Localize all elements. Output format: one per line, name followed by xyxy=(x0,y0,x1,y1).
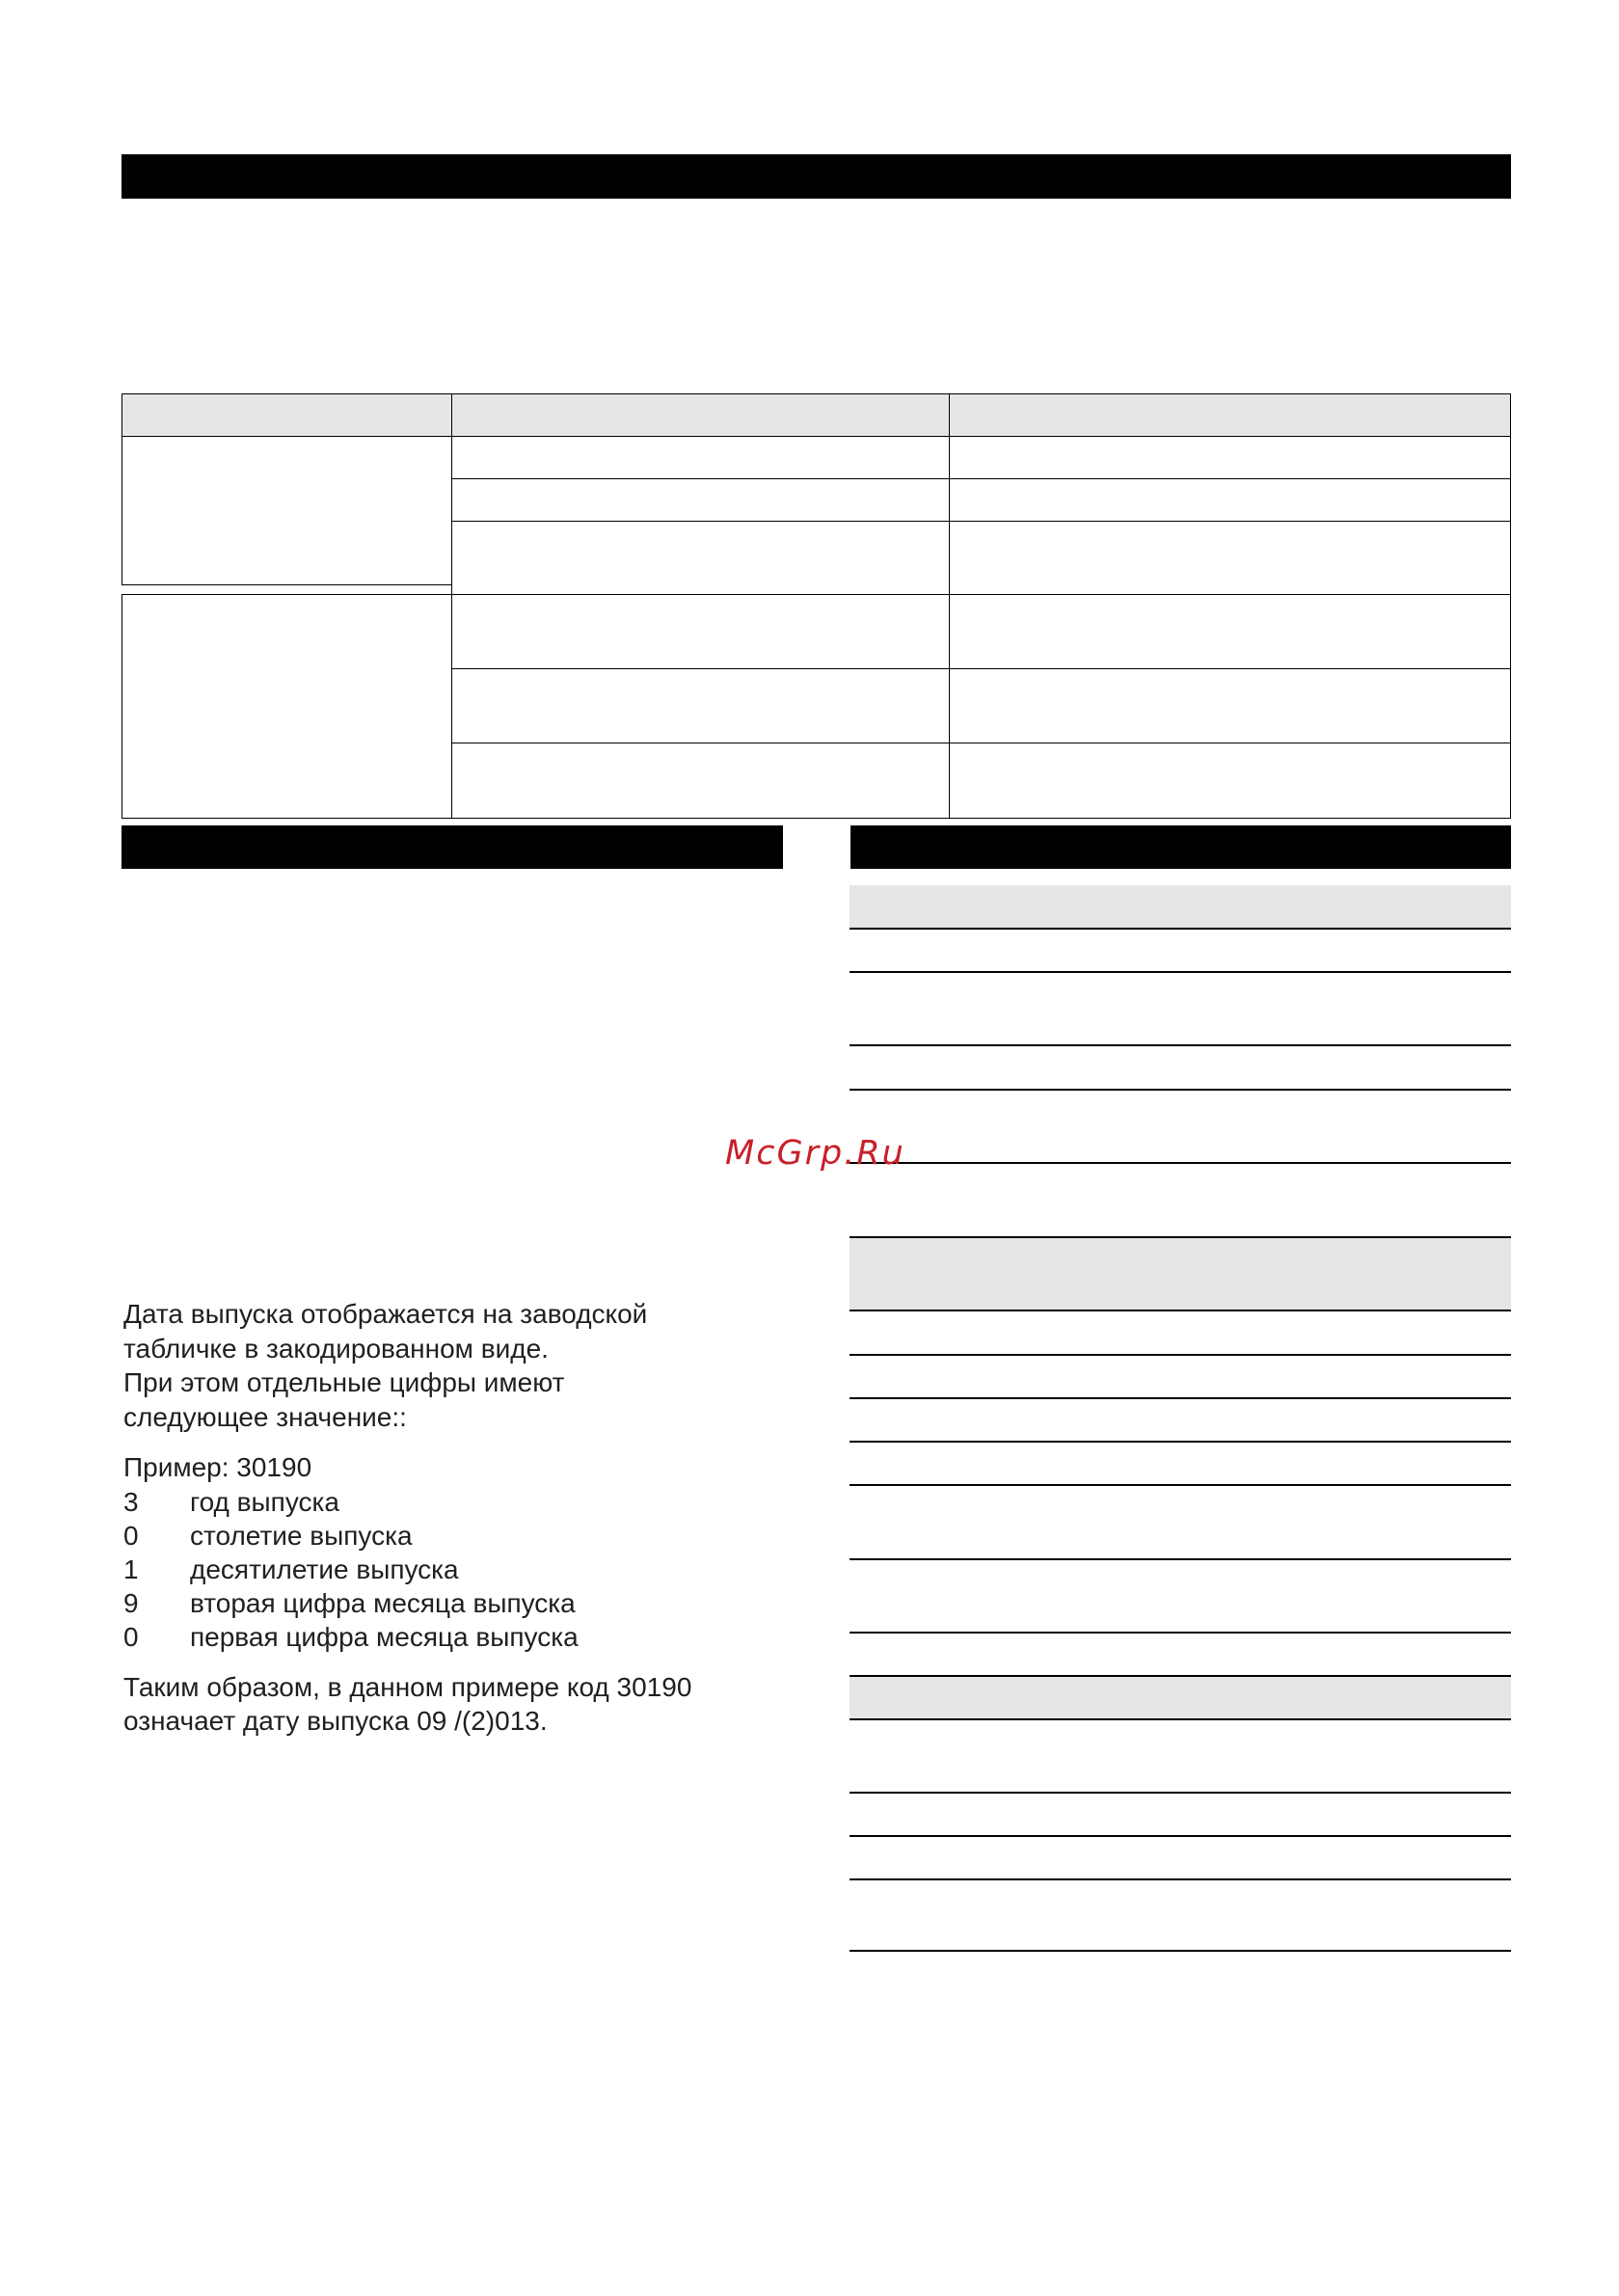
table-cell xyxy=(451,668,950,743)
code-digit: 0 xyxy=(123,1621,139,1652)
code-row xyxy=(123,1620,779,1654)
table-rule xyxy=(850,1835,1511,1837)
specs-section-header-row xyxy=(850,1677,1511,1718)
table-cell xyxy=(451,743,950,819)
table-cell xyxy=(949,521,1511,595)
table-rule xyxy=(850,1354,1511,1356)
section-header-bar-left xyxy=(121,825,783,869)
section-header-bar-right xyxy=(850,825,1511,869)
code-explanation-list xyxy=(123,1485,779,1654)
table-rule xyxy=(850,1044,1511,1046)
table-cell xyxy=(949,478,1511,522)
specs-section-header-row xyxy=(850,1238,1511,1310)
table-cell xyxy=(949,436,1511,479)
date-of-manufacture-section xyxy=(123,1297,779,1739)
intro-paragraph xyxy=(123,1297,779,1434)
code-digit: 3 xyxy=(123,1486,139,1517)
specs-table xyxy=(850,885,1511,1952)
code-digit: 0 xyxy=(123,1520,139,1551)
intro-line: Дата выпуска отображается на заводской xyxy=(123,1299,648,1329)
conclusion-line: означает дату выпуска 09 /(2)013. xyxy=(123,1706,548,1736)
watermark: McGrp.Ru xyxy=(725,1134,905,1173)
table-header-col-2 xyxy=(451,393,950,437)
table-rule xyxy=(850,1397,1511,1399)
code-digit: 1 xyxy=(123,1553,139,1584)
conclusion-line: Таким образом, в данном примере код 30190 xyxy=(123,1671,692,1702)
table-rule xyxy=(850,928,1511,930)
table-cell xyxy=(451,436,950,479)
code-row xyxy=(123,1519,779,1553)
table-rule xyxy=(850,1632,1511,1634)
table-rule xyxy=(850,1441,1511,1443)
table-rule xyxy=(850,971,1511,973)
intro-line: следующее значение:: xyxy=(123,1401,407,1432)
table-group-1-cell xyxy=(121,436,452,585)
troubleshooting-table xyxy=(121,393,1511,819)
table-header-col-3 xyxy=(949,393,1511,437)
table-header-col-1 xyxy=(121,393,452,437)
table-rule xyxy=(850,1558,1511,1560)
code-digit: 9 xyxy=(123,1587,139,1618)
conclusion-paragraph xyxy=(123,1670,779,1739)
code-meaning: вторая цифра месяца выпуска xyxy=(190,1587,576,1618)
table-cell xyxy=(451,594,950,669)
table-cell xyxy=(949,743,1511,819)
table-rule xyxy=(850,1484,1511,1486)
table-cell xyxy=(451,478,950,522)
code-row xyxy=(123,1553,779,1586)
table-group-2-cell xyxy=(121,594,452,819)
code-meaning: столетие выпуска xyxy=(190,1520,413,1551)
example-label: Пример: 30190 xyxy=(123,1452,312,1482)
section-header-bar-top xyxy=(121,154,1511,199)
table-rule xyxy=(850,1792,1511,1794)
table-rule xyxy=(850,1089,1511,1091)
code-row xyxy=(123,1586,779,1620)
code-row xyxy=(123,1485,779,1519)
table-cell xyxy=(949,594,1511,669)
table-cell xyxy=(451,521,950,595)
table-rule xyxy=(850,1950,1511,1952)
code-meaning: первая цифра месяца выпуска xyxy=(190,1621,579,1652)
code-meaning: год выпуска xyxy=(190,1486,339,1517)
intro-line: табличке в закодированном виде. xyxy=(123,1333,549,1364)
intro-line: При этом отдельные цифры имеют xyxy=(123,1367,565,1397)
table-rule xyxy=(850,1310,1511,1311)
code-meaning: десятилетие выпуска xyxy=(190,1553,459,1584)
specs-section-header-row xyxy=(850,885,1511,929)
table-rule xyxy=(850,1162,1511,1164)
table-cell xyxy=(949,668,1511,743)
table-rule xyxy=(850,1878,1511,1880)
table-rule xyxy=(850,1718,1511,1720)
